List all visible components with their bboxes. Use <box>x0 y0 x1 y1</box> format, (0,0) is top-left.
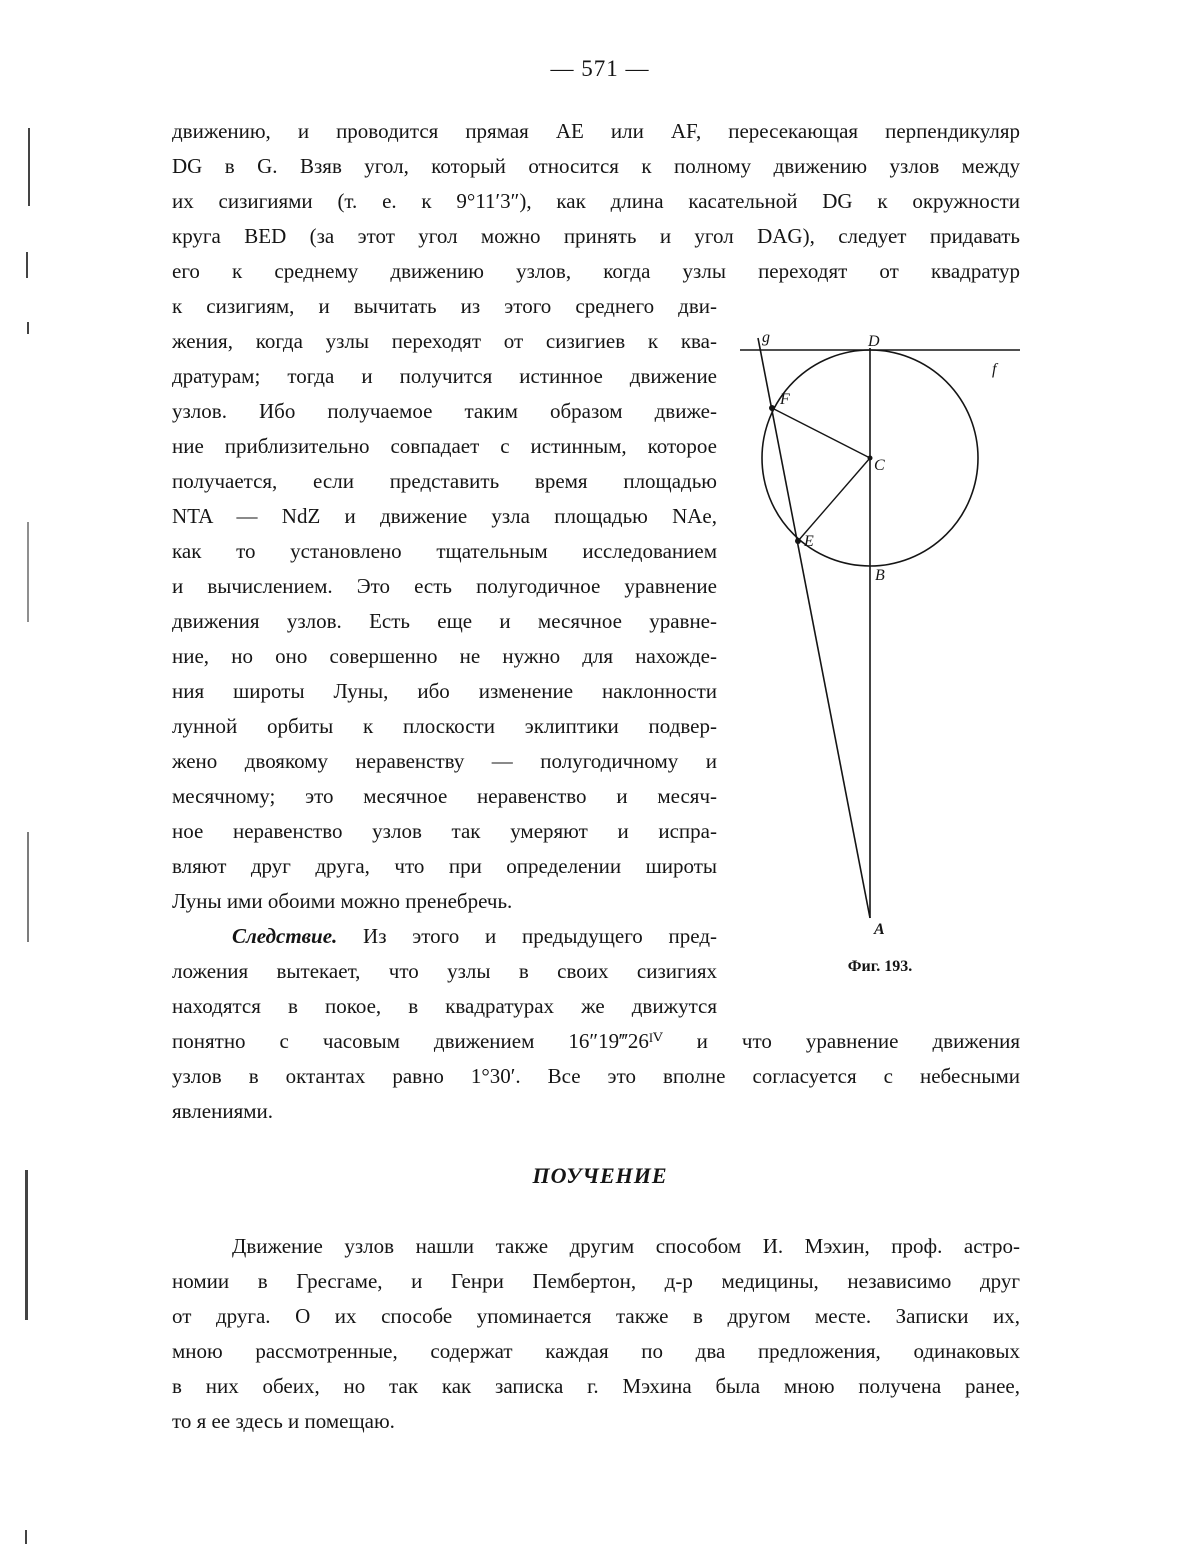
paragraph-line: получается, если представить время площадью <box>172 469 717 493</box>
point-c <box>868 456 873 461</box>
label-F: F <box>780 391 790 408</box>
paragraph-line: ние приблизительно совпадает с истинным, которое <box>172 434 717 458</box>
label-g: g <box>762 329 770 346</box>
corollary-line <box>172 919 717 953</box>
scan-mark <box>28 128 30 206</box>
scan-mark <box>27 522 29 622</box>
paragraph-line: DG в G. Взяв угол, который относится к полному движению узлов между <box>172 154 1020 178</box>
line-ag <box>758 338 870 918</box>
paragraph-line: его к среднему движению узлов, когда узлы переходят от квадратур <box>172 259 1020 283</box>
paragraph-line: лунной орбиты к плоскости эклиптики подвер- <box>172 714 717 738</box>
section-line: от друга. О их способе упоминается также в другом месте. Записки их, <box>172 1304 1020 1328</box>
corollary-label: Следствие. <box>232 924 338 948</box>
paragraph-line: NTA — NdZ и движение узла площадью NAe, <box>172 504 717 528</box>
section-line: мною рассмотренные, содержат каждая по два предложения, одинаковых <box>172 1339 1020 1363</box>
figure-caption: Фиг. 193. <box>847 958 913 975</box>
page-number: — 571 — <box>550 56 650 81</box>
scan-mark <box>27 832 29 942</box>
paragraph-line: месячному; это месячное неравенство и месяч- <box>172 784 717 808</box>
corollary-line: понятно с часовым движением 16″19‴26ᴵⱽ и что уравнение движения <box>172 1029 1020 1053</box>
paragraph-line: круга BED (за этот угол можно принять и угол DAG), следует придавать <box>172 224 1020 248</box>
scan-mark <box>27 322 29 334</box>
paragraph-line: как то установлено тщательным исследованием <box>172 539 717 563</box>
corollary-text: Из этого и предыдущего пред- <box>363 924 717 948</box>
paragraph-line: жения, когда узлы переходят от сизигиев к ква- <box>172 329 717 353</box>
paragraph-line: Луны ими обоими можно пренебречь. <box>172 889 513 913</box>
scan-mark <box>25 1170 28 1320</box>
label-e: E <box>804 533 814 550</box>
paragraph-line: жено двоякому неравенству — полугодичному и <box>172 749 717 773</box>
line-cf <box>772 408 870 458</box>
paragraph-line: их сизигиями (т. е. к 9°11′3″), как длина касательной DG к окружности <box>172 189 1020 213</box>
paragraph-line: ние, но оно совершенно не нужно для нахожде- <box>172 644 717 668</box>
section-heading: ПОУЧЕНИЕ <box>532 1163 668 1188</box>
label-c: C <box>874 457 885 474</box>
paragraph-line: ное неравенство узлов так умеряют и испра- <box>172 819 717 843</box>
geometry-figure <box>730 318 1030 948</box>
label-d: D <box>868 333 880 350</box>
paragraph-line: узлов. Ибо получаемое таким образом движе- <box>172 399 717 423</box>
paragraph-line: движения узлов. Есть еще и месячное уравне- <box>172 609 717 633</box>
point-e <box>795 538 801 544</box>
paragraph-line: вляют друг друга, что при определении широты <box>172 854 717 878</box>
section-line: номии в Гресгаме, и Генри Пембертон, д-р медицины, независимо друг <box>172 1269 1020 1293</box>
corollary-line: явлениями. <box>172 1099 274 1123</box>
scan-mark <box>25 1530 27 1544</box>
paragraph-line: движению, и проводится прямая AE или AF, пересекающая перпендикуляр <box>172 119 1020 143</box>
section-line: то я ее здесь и помещаю. <box>172 1409 395 1433</box>
paragraph-line: ния широты Луны, ибо изменение наклонности <box>172 679 717 703</box>
paragraph-line: дратурам; тогда и получится истинное движение <box>172 364 717 388</box>
corollary-line: ложения вытекает, что узлы в своих сизигиях <box>172 959 717 983</box>
label-f: f <box>992 361 997 378</box>
paragraph-line: к сизигиям, и вычитать из этого среднего дви- <box>172 294 717 318</box>
section-line: в них обеих, но так как записка г. Мэхина была мною получена ранее, <box>172 1374 1020 1398</box>
paragraph-line: и вычислением. Это есть полугодичное уравнение <box>172 574 717 598</box>
line-ce <box>798 458 870 541</box>
point-f <box>769 405 775 411</box>
corollary-line: находятся в покое, в квадратурах же движутся <box>172 994 717 1018</box>
label-b: B <box>875 567 885 584</box>
scan-mark <box>26 252 28 278</box>
section-line: Движение узлов нашли также другим способом И. Мэхин, проф. астро- <box>232 1234 1020 1258</box>
corollary-line: узлов в октантах равно 1°30′. Все это вполне согласуется с небесными <box>172 1064 1020 1088</box>
label-a: A <box>874 921 885 938</box>
